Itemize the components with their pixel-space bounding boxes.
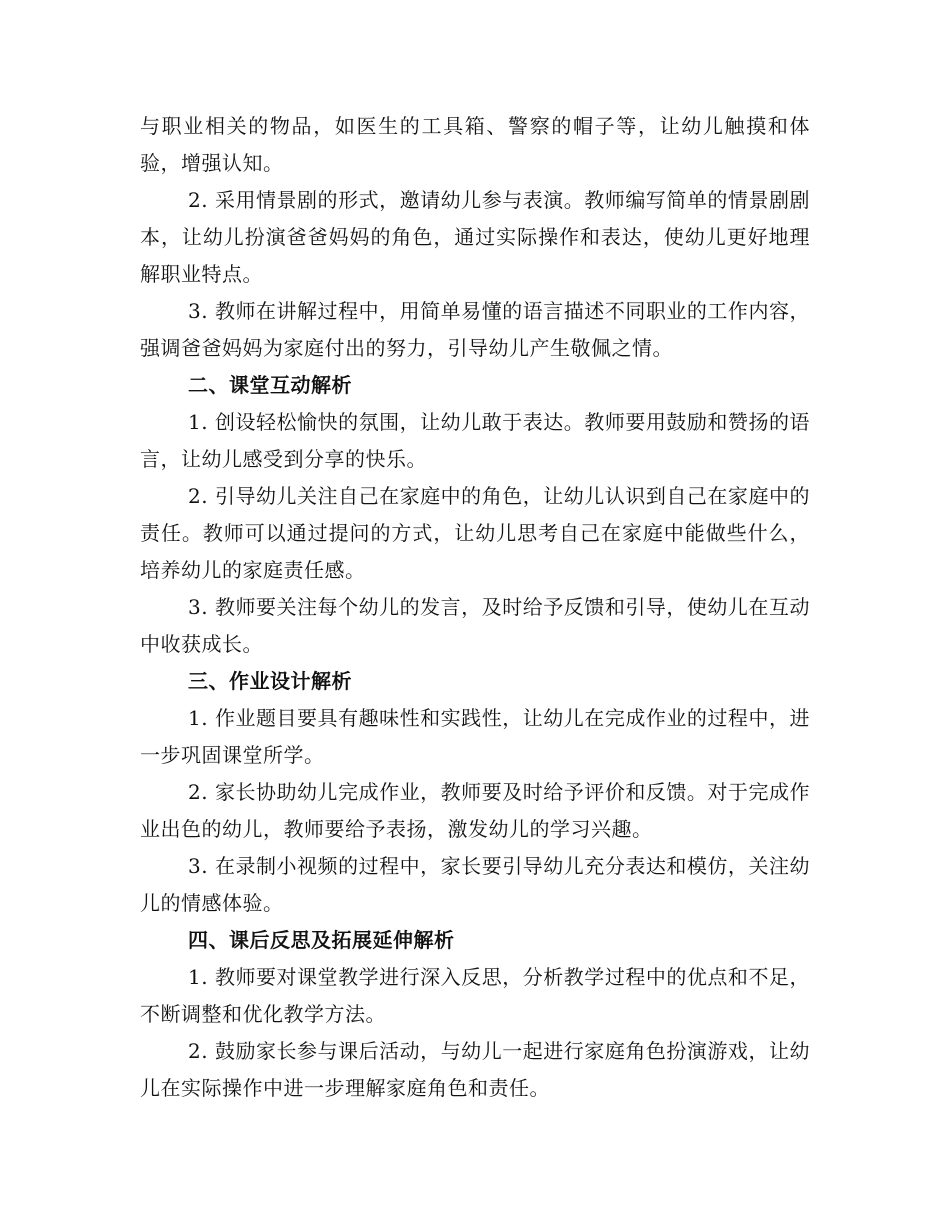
section4-item-2: 2. 鼓励家长参与课后活动，与幼儿一起进行家庭角色扮演游戏，让幼儿在实际操作中进一步理解家庭角色和责任。 xyxy=(140,1039,810,1100)
section4-heading: 四、课后反思及拓展延伸解析 xyxy=(188,928,455,952)
lead-paragraph: 与职业相关的物品，如医生的工具箱、警察的帽子等，让幼儿触摸和体验，增强认知。 xyxy=(140,114,810,175)
section3-item-2: 2. 家长协助幼儿完成作业，教师要及时给予评价和反馈。对于完成作业出色的幼儿，教师要给予表扬，激发幼儿的学习兴趣。 xyxy=(140,780,810,841)
section4-item-1: 1. 教师要对课堂教学进行深入反思，分析教学过程中的优点和不足，不断调整和优化教学方法。 xyxy=(140,965,810,1026)
section2-item-2: 2. 引导幼儿关注自己在家庭中的角色，让幼儿认识到自己在家庭中的责任。教师可以通过提问的方式，让幼儿思考自己在家庭中能做些什么，培养幼儿的家庭责任感。 xyxy=(140,484,810,582)
section3-item-1: 1. 作业题目要具有趣味性和实践性，让幼儿在完成作业的过程中，进一步巩固课堂所学。 xyxy=(140,706,810,767)
section1-item-3: 3. 教师在讲解过程中，用简单易懂的语言描述不同职业的工作内容，强调爸爸妈妈为家庭付出的努力，引导幼儿产生敬佩之情。 xyxy=(140,299,810,360)
section1-item-2: 2. 采用情景剧的形式，邀请幼儿参与表演。教师编写简单的情景剧剧本，让幼儿扮演爸爸妈妈的角色，通过实际操作和表达，使幼儿更好地理解职业特点。 xyxy=(140,188,810,286)
document-body xyxy=(140,108,810,1107)
section2-heading: 二、课堂互动解析 xyxy=(188,373,352,397)
section2-item-3: 3. 教师要关注每个幼儿的发言，及时给予反馈和引导，使幼儿在互动中收获成长。 xyxy=(140,595,810,656)
section2-item-1: 1. 创设轻松愉快的氛围，让幼儿敢于表达。教师要用鼓励和赞扬的语言，让幼儿感受到分享的快乐。 xyxy=(140,410,810,471)
section3-item-3: 3. 在录制小视频的过程中，家长要引导幼儿充分表达和模仿，关注幼儿的情感体验。 xyxy=(140,854,810,915)
section3-heading: 三、作业设计解析 xyxy=(188,669,352,693)
